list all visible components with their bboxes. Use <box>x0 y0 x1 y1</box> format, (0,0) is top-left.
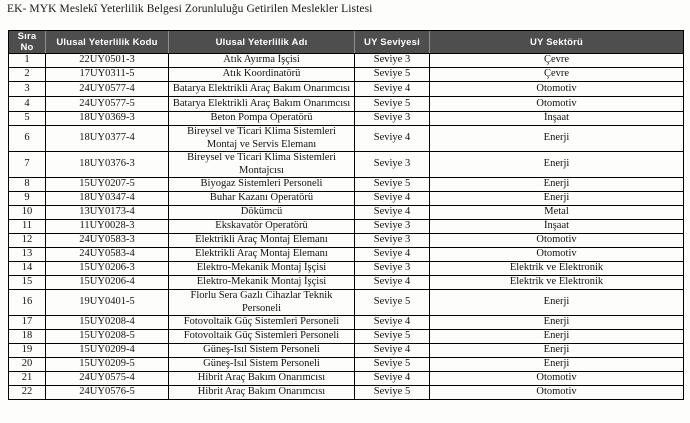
qualification-code-cell: 24UY0577-5 <box>46 97 169 112</box>
table-row <box>9 82 684 97</box>
row-number-cell: 1 <box>9 54 46 68</box>
uy-level-cell: Seviye 4 <box>355 316 430 330</box>
qualification-name-cell: Biyogaz Sistemleri Personeli <box>169 178 355 192</box>
table-row <box>9 178 684 192</box>
table-row <box>9 112 684 126</box>
table-row <box>9 276 684 290</box>
column-header-uy-seviyesi: UY Seviyesi <box>355 31 430 54</box>
row-number-cell: 17 <box>9 316 46 330</box>
qualification-name-cell: Hibrit Araç Bakım Onarımcısı <box>169 372 355 386</box>
uy-sector-cell: Çevre <box>430 68 684 82</box>
uy-level-cell: Seviye 5 <box>355 290 430 316</box>
qualification-name-cell: Batarya Elektrikli Araç Bakım Onarımcısı <box>169 97 355 112</box>
qualification-code-cell: 17UY0311-5 <box>46 68 169 82</box>
uy-sector-cell: Otomotiv <box>430 234 684 248</box>
uy-sector-cell: İnşaat <box>430 112 684 126</box>
uy-sector-cell: Metal <box>430 206 684 220</box>
qualification-name-cell: Fotovoltaik Güç Sistemleri Personeli <box>169 316 355 330</box>
uy-sector-cell: Enerji <box>430 316 684 330</box>
row-number-cell: 8 <box>9 178 46 192</box>
table-row <box>9 126 684 152</box>
qualification-name-cell: Elektrikli Araç Montaj Elemanı <box>169 234 355 248</box>
row-number-cell: 7 <box>9 152 46 178</box>
qualification-name-cell: Buhar Kazanı Operatörü <box>169 192 355 206</box>
qualification-code-cell: 24UY0577-4 <box>46 82 169 97</box>
uy-sector-cell: Enerji <box>430 152 684 178</box>
qualification-code-cell: 15UY0207-5 <box>46 178 169 192</box>
uy-sector-cell: Çevre <box>430 54 684 68</box>
row-number-cell: 19 <box>9 344 46 358</box>
table-row <box>9 330 684 344</box>
row-number-cell: 16 <box>9 290 46 316</box>
uy-sector-cell: Otomotiv <box>430 386 684 400</box>
row-number-cell: 22 <box>9 386 46 400</box>
qualification-code-cell: 15UY0206-4 <box>46 276 169 290</box>
uy-level-cell: Seviye 3 <box>355 220 430 234</box>
qualification-code-cell: 18UY0376-3 <box>46 152 169 178</box>
row-number-cell: 11 <box>9 220 46 234</box>
qualification-name-cell: Elektro-Mekanik Montaj İşçisi <box>169 276 355 290</box>
qualification-code-cell: 15UY0208-5 <box>46 330 169 344</box>
table-row <box>9 372 684 386</box>
row-number-cell: 18 <box>9 330 46 344</box>
qualification-name-cell: Fotovoltaik Güç Sistemleri Personeli <box>169 330 355 344</box>
row-number-cell: 14 <box>9 262 46 276</box>
qualification-code-cell: 13UY0173-4 <box>46 206 169 220</box>
qualification-code-cell: 11UY0028-3 <box>46 220 169 234</box>
uy-sector-cell: İnşaat <box>430 220 684 234</box>
qualification-name-cell: Atık Ayırma İşçisi <box>169 54 355 68</box>
qualifications-table <box>8 30 684 400</box>
row-number-cell: 10 <box>9 206 46 220</box>
qualification-name-cell: Batarya Elektrikli Araç Bakım Onarımcısı <box>169 82 355 97</box>
table-row <box>9 97 684 112</box>
uy-level-cell: Seviye 4 <box>355 276 430 290</box>
uy-level-cell: Seviye 4 <box>355 126 430 152</box>
uy-level-cell: Seviye 4 <box>355 344 430 358</box>
column-header-yeterlilik-kodu: Ulusal Yeterlilik Kodu <box>46 31 169 54</box>
uy-level-cell: Seviye 4 <box>355 372 430 386</box>
qualification-name-cell: Bireysel ve Ticari Klima Sistemleri Montajcısı <box>169 152 355 178</box>
row-number-cell: 21 <box>9 372 46 386</box>
table-row <box>9 290 684 316</box>
row-number-cell: 2 <box>9 68 46 82</box>
uy-sector-cell: Otomotiv <box>430 82 684 97</box>
row-number-cell: 5 <box>9 112 46 126</box>
uy-sector-cell: Elektrik ve Elektronik <box>430 262 684 276</box>
table-row <box>9 344 684 358</box>
uy-level-cell: Seviye 4 <box>355 82 430 97</box>
uy-level-cell: Seviye 3 <box>355 112 430 126</box>
table-row <box>9 316 684 330</box>
column-header-sira-no: Sıra No <box>9 31 46 54</box>
table-row <box>9 206 684 220</box>
uy-sector-cell: Enerji <box>430 290 684 316</box>
row-number-cell: 20 <box>9 358 46 372</box>
qualification-name-cell: Hibrit Araç Bakım Onarımcısı <box>169 386 355 400</box>
uy-level-cell: Seviye 5 <box>355 386 430 400</box>
qualification-name-cell: Ekskavatör Operatörü <box>169 220 355 234</box>
uy-sector-cell: Otomotiv <box>430 372 684 386</box>
uy-level-cell: Seviye 3 <box>355 54 430 68</box>
table-row <box>9 54 684 68</box>
uy-level-cell: Seviye 5 <box>355 97 430 112</box>
uy-level-cell: Seviye 3 <box>355 262 430 276</box>
qualification-name-cell: Atık Koordinatörü <box>169 68 355 82</box>
uy-level-cell: Seviye 4 <box>355 248 430 262</box>
row-number-cell: 13 <box>9 248 46 262</box>
qualification-code-cell: 22UY0501-3 <box>46 54 169 68</box>
table-row <box>9 234 684 248</box>
qualification-code-cell: 24UY0583-3 <box>46 234 169 248</box>
qualification-code-cell: 24UY0575-4 <box>46 372 169 386</box>
row-number-cell: 4 <box>9 97 46 112</box>
qualification-name-cell: Güneş-Isıl Sistem Personeli <box>169 344 355 358</box>
uy-sector-cell: Elektrik ve Elektronik <box>430 276 684 290</box>
table-row <box>9 152 684 178</box>
uy-sector-cell: Enerji <box>430 344 684 358</box>
page-title: EK- MYK Meslekî Yeterlilik Belgesi Zorunluluğu Getirilen Meslekler Listesi <box>7 3 373 15</box>
row-number-cell: 15 <box>9 276 46 290</box>
qualification-code-cell: 18UY0347-4 <box>46 192 169 206</box>
uy-level-cell: Seviye 5 <box>355 68 430 82</box>
column-header-uy-sektoru: UY Sektörü <box>430 31 684 54</box>
uy-sector-cell: Enerji <box>430 330 684 344</box>
qualification-name-cell: Bireysel ve Ticari Klima Sistemleri Montaj ve Servis Elemanı <box>169 126 355 152</box>
row-number-cell: 9 <box>9 192 46 206</box>
row-number-cell: 3 <box>9 82 46 97</box>
qualification-name-cell: Dökümcü <box>169 206 355 220</box>
row-number-cell: 6 <box>9 126 46 152</box>
qualification-name-cell: Beton Pompa Operatörü <box>169 112 355 126</box>
table-row <box>9 220 684 234</box>
qualification-code-cell: 18UY0377-4 <box>46 126 169 152</box>
table-row <box>9 68 684 82</box>
table-row <box>9 248 684 262</box>
uy-sector-cell: Enerji <box>430 358 684 372</box>
uy-level-cell: Seviye 5 <box>355 330 430 344</box>
uy-sector-cell: Otomotiv <box>430 97 684 112</box>
row-number-cell: 12 <box>9 234 46 248</box>
table-row <box>9 262 684 276</box>
uy-sector-cell: Otomotiv <box>430 248 684 262</box>
uy-sector-cell: Enerji <box>430 178 684 192</box>
qualification-code-cell: 19UY0401-5 <box>46 290 169 316</box>
qualification-code-cell: 24UY0576-5 <box>46 386 169 400</box>
table-row <box>9 192 684 206</box>
table-row <box>9 358 684 372</box>
uy-level-cell: Seviye 4 <box>355 192 430 206</box>
qualification-code-cell: 15UY0208-4 <box>46 316 169 330</box>
uy-level-cell: Seviye 4 <box>355 206 430 220</box>
qualification-name-cell: Güneş-Isıl Sistem Personeli <box>169 358 355 372</box>
table-row <box>9 386 684 400</box>
qualification-code-cell: 24UY0583-4 <box>46 248 169 262</box>
qualification-code-cell: 15UY0206-3 <box>46 262 169 276</box>
uy-level-cell: Seviye 5 <box>355 178 430 192</box>
uy-sector-cell: Enerji <box>430 192 684 206</box>
qualification-name-cell: Florlu Sera Gazlı Cihazlar Teknik Personeli <box>169 290 355 316</box>
uy-level-cell: Seviye 5 <box>355 358 430 372</box>
uy-level-cell: Seviye 3 <box>355 152 430 178</box>
qualification-code-cell: 18UY0369-3 <box>46 112 169 126</box>
qualification-name-cell: Elektro-Mekanik Montaj İşçisi <box>169 262 355 276</box>
table-body <box>9 54 684 400</box>
header-row <box>9 31 684 54</box>
uy-level-cell: Seviye 3 <box>355 234 430 248</box>
table-header <box>9 31 684 54</box>
qualification-code-cell: 15UY0209-4 <box>46 344 169 358</box>
uy-sector-cell: Enerji <box>430 126 684 152</box>
qualification-code-cell: 15UY0209-5 <box>46 358 169 372</box>
qualification-name-cell: Elektrikli Araç Montaj Elemanı <box>169 248 355 262</box>
column-header-yeterlilik-adi: Ulusal Yeterlilik Adı <box>169 31 355 54</box>
